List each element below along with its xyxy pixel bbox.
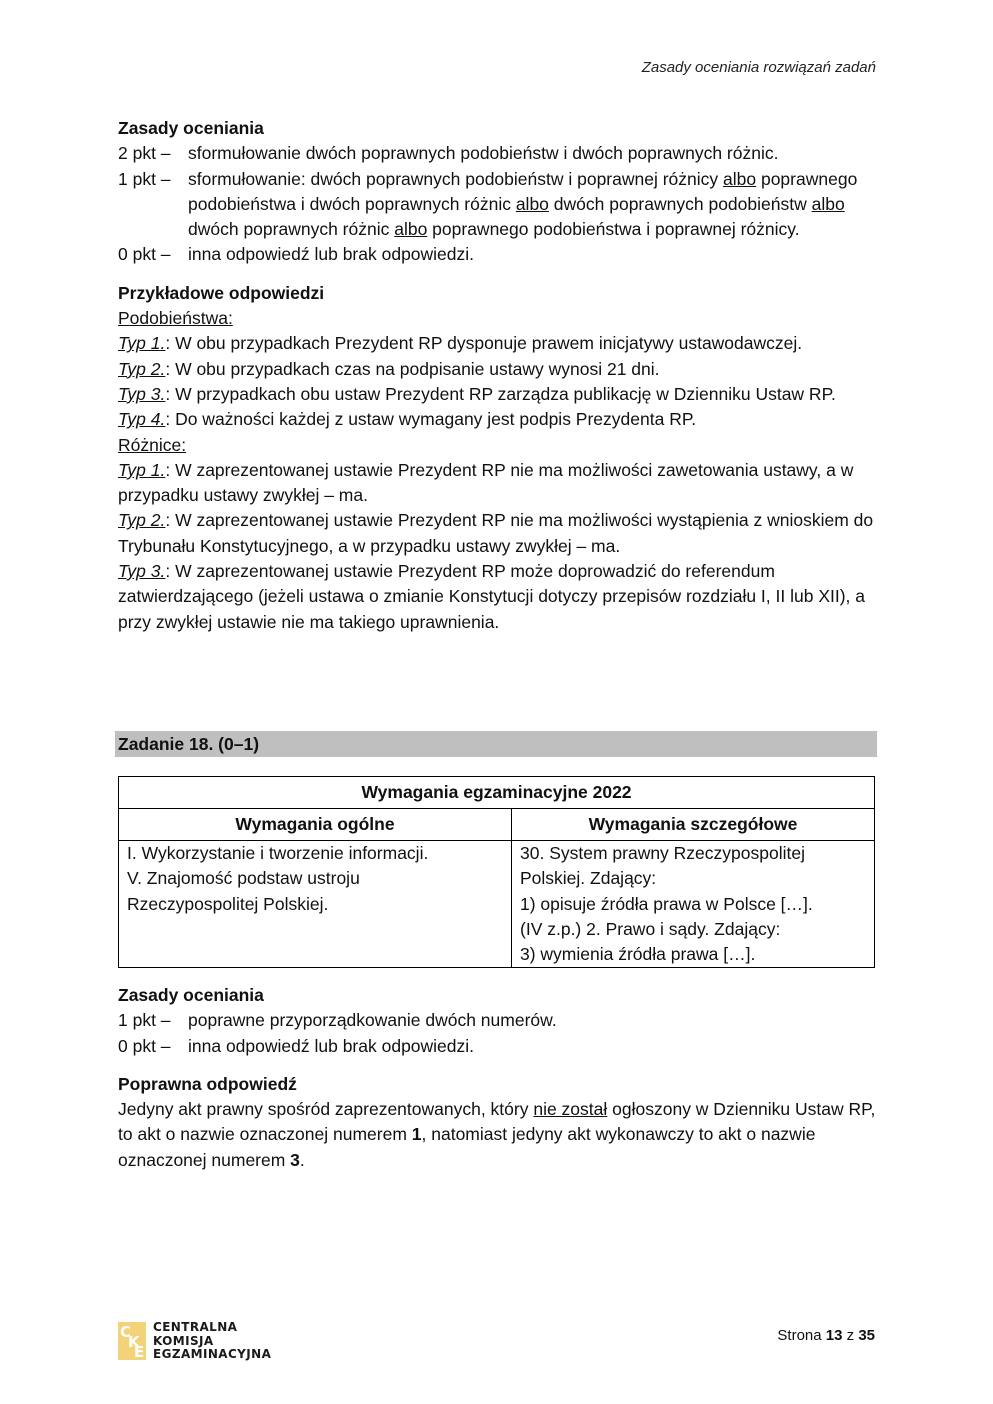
type-label: Typ 2. bbox=[118, 510, 166, 531]
rule-text: inna odpowiedź lub brak odpowiedzi. bbox=[188, 1035, 475, 1056]
detailed-requirements-cell bbox=[512, 841, 875, 968]
cke-logo-icon bbox=[118, 1322, 146, 1360]
scoring-heading: Zasady oceniania bbox=[118, 985, 264, 1005]
rule-1pkt bbox=[118, 1008, 876, 1033]
rule-1pkt bbox=[118, 167, 876, 243]
answer-part: , natomiast jedyny akt wykonawczy to akt o nazwie oznaczonej numerem bbox=[118, 1124, 816, 1170]
albo-underlined: albo bbox=[723, 168, 757, 189]
col-header-general: Wymagania ogólne bbox=[119, 809, 512, 841]
logo-text bbox=[153, 1321, 271, 1362]
example-text: : W obu przypadkach Prezydent RP dysponuje prawem inicjatywy ustawodawczej. bbox=[165, 333, 803, 354]
page-number bbox=[777, 1327, 875, 1344]
answer-text bbox=[118, 1097, 876, 1173]
example-line bbox=[118, 357, 876, 382]
table-header-row bbox=[119, 809, 875, 841]
answer-part: ogłoszony w Dzienniku Ustaw RP, to akt o nazwie oznaczonej numerem bbox=[118, 1099, 876, 1145]
example-text: : W zaprezentowanej ustawie Prezydent RP może doprowadzić do referendum zatwierdzającego (jeżeli ustawa o zmianie Konstytucji dotyczy przepisów rozdziału I, II lub XII), a przy zwykłej ustawie nie ma takiego uprawnienia. bbox=[118, 561, 865, 632]
example-line bbox=[118, 559, 876, 635]
type-label: Typ 1. bbox=[118, 333, 166, 354]
rule-text-part: sformułowanie: dwóch poprawnych podobieństw i poprawnej różnicy bbox=[188, 168, 724, 189]
rule-text-part: dwóch poprawnych różnic bbox=[188, 219, 395, 240]
table-caption: Wymagania egzaminacyjne 2022 bbox=[119, 777, 875, 809]
rule-points: 0 pkt – bbox=[118, 1035, 171, 1056]
rule-text: poprawne przyporządkowanie dwóch numerów. bbox=[188, 1010, 557, 1031]
col-header-detailed: Wymagania szczegółowe bbox=[512, 809, 875, 841]
rule-points: 2 pkt – bbox=[118, 143, 171, 164]
logo-line: EGZAMINACYJNA bbox=[153, 1347, 272, 1361]
type-label: Typ 3. bbox=[118, 561, 166, 582]
logo-mark-letter: K bbox=[128, 1333, 140, 1352]
logo-mark-letter: C bbox=[120, 1323, 132, 1342]
page-prefix: Strona bbox=[777, 1327, 826, 1344]
cell-line: I. Wykorzystanie i tworzenie informacji. bbox=[127, 843, 429, 863]
type-label: Typ 1. bbox=[118, 459, 166, 480]
example-line bbox=[118, 382, 876, 407]
rule-points: 1 pkt – bbox=[118, 1010, 171, 1031]
rule-0pkt bbox=[118, 1034, 876, 1059]
rule-text bbox=[188, 167, 876, 243]
cell-line: V. Znajomość podstaw ustroju bbox=[127, 868, 360, 889]
cell-line: Rzeczypospolitej Polskiej. bbox=[127, 893, 329, 914]
rule-text-part: dwóch poprawnych podobieństw bbox=[548, 193, 812, 214]
albo-underlined: albo bbox=[394, 219, 428, 240]
differences-label: Różnice: bbox=[118, 434, 187, 455]
cell-line: (IV z.p.) 2. Prawo i sądy. Zdający: bbox=[520, 918, 781, 939]
cke-logo bbox=[118, 1321, 271, 1362]
requirements-table bbox=[118, 776, 875, 968]
answer-number: 1 bbox=[411, 1124, 422, 1145]
scoring-heading: Zasady oceniania bbox=[118, 118, 264, 138]
answer-part: Jedyny akt prawny spośród zaprezentowanych, który bbox=[118, 1099, 534, 1120]
example-text: : Do ważności każdej z ustaw wymagany jest podpis Prezydenta RP. bbox=[165, 409, 697, 430]
section-scoring-17 bbox=[118, 116, 876, 635]
cell-line: 30. System prawny Rzeczypospolitej bbox=[520, 843, 805, 863]
task-18-title-bar: Zadanie 18. (0–1) bbox=[115, 731, 877, 757]
similarities-label: Podobieństwa: bbox=[118, 308, 233, 329]
type-label: Typ 2. bbox=[118, 358, 166, 379]
total-pages: 35 bbox=[858, 1327, 875, 1344]
answer-number: 3 bbox=[290, 1149, 300, 1170]
cell-line: Polskiej. Zdający: bbox=[520, 868, 657, 889]
answer-underlined: nie został bbox=[533, 1099, 608, 1120]
examples-heading: Przykładowe odpowiedzi bbox=[118, 282, 325, 303]
table-caption-row bbox=[119, 777, 875, 809]
rule-text-part: poprawnego podobieństwa i dwóch poprawnych różnic bbox=[188, 168, 858, 214]
cell-line: 3) wymienia źródła prawa […]. bbox=[520, 944, 756, 965]
rule-points: 0 pkt – bbox=[118, 244, 171, 265]
logo-line: KOMISJA bbox=[153, 1333, 214, 1348]
example-line bbox=[118, 331, 876, 356]
answer-heading: Poprawna odpowiedź bbox=[118, 1073, 297, 1094]
type-label: Typ 3. bbox=[118, 383, 166, 404]
example-line bbox=[118, 508, 876, 559]
section-scoring-18 bbox=[118, 983, 876, 1173]
albo-underlined: albo bbox=[811, 193, 845, 214]
example-line bbox=[118, 407, 876, 432]
rule-2pkt bbox=[118, 141, 876, 166]
table-row bbox=[119, 841, 875, 968]
logo-mark-letter: E bbox=[134, 1343, 145, 1362]
rule-0pkt bbox=[118, 242, 876, 267]
cell-line: 1) opisuje źródła prawa w Polsce […]. bbox=[520, 893, 813, 914]
rule-points: 1 pkt – bbox=[118, 168, 171, 189]
type-label: Typ 4. bbox=[118, 409, 166, 430]
answer-part: . bbox=[299, 1149, 305, 1170]
albo-underlined: albo bbox=[515, 193, 549, 214]
current-page: 13 bbox=[825, 1327, 843, 1344]
example-text: : W obu przypadkach czas na podpisanie ustawy wynosi 21 dni. bbox=[165, 358, 660, 379]
general-requirements-cell bbox=[119, 841, 512, 968]
running-header: Zasady oceniania rozwiązań zadań bbox=[641, 59, 876, 76]
logo-line: CENTRALNA bbox=[153, 1320, 238, 1334]
rule-text: sformułowanie dwóch poprawnych podobieństw i dwóch poprawnych różnic. bbox=[188, 143, 779, 164]
example-text: : W przypadkach obu ustaw Prezydent RP zarządza publikację w Dzienniku Ustaw RP. bbox=[165, 383, 836, 404]
example-text: : W zaprezentowanej ustawie Prezydent RP nie ma możliwości zawetowania ustawy, a w przypadku ustawy zwykłej – ma. bbox=[118, 459, 854, 506]
example-line bbox=[118, 458, 876, 509]
rule-text: inna odpowiedź lub brak odpowiedzi. bbox=[188, 244, 475, 265]
page-separator: z bbox=[842, 1327, 859, 1344]
example-text: : W zaprezentowanej ustawie Prezydent RP nie ma możliwości wystąpienia z wnioskiem do Trybunału Konstytucyjnego, a w przypadku ustawy zwykłej – ma. bbox=[118, 510, 874, 556]
rule-text-part: poprawnego podobieństwa i poprawnej różnicy. bbox=[427, 219, 800, 240]
